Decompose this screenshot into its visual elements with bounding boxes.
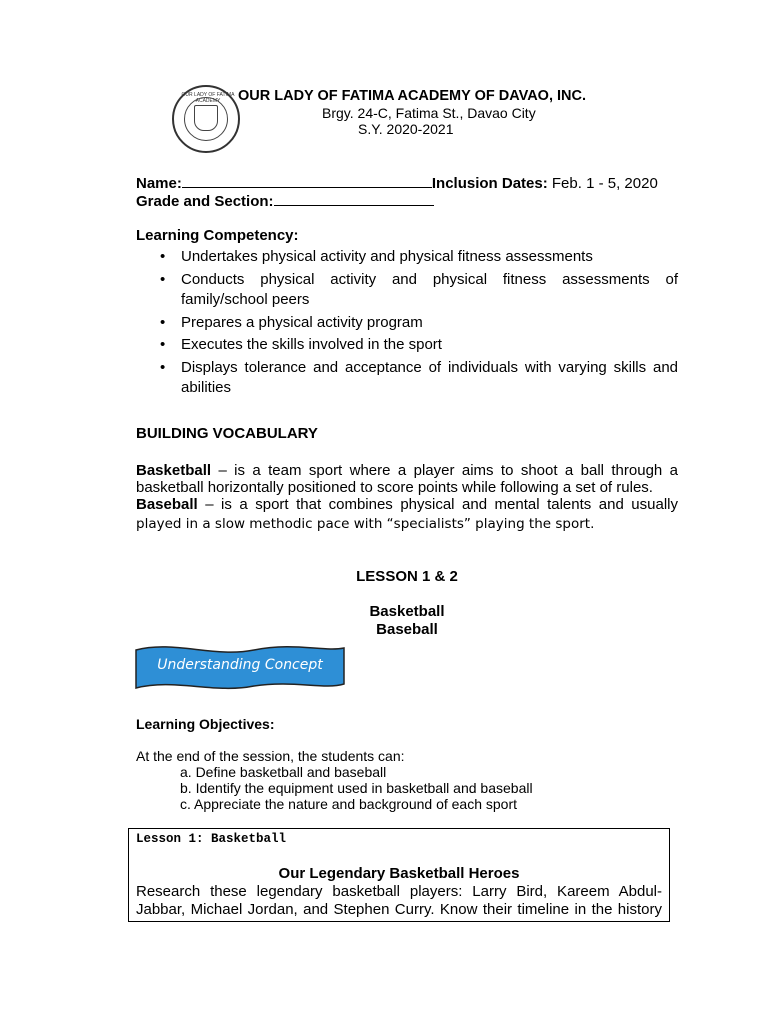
lesson-title: LESSON 1 & 2 [356, 568, 458, 585]
vocabulary-heading: BUILDING VOCABULARY [136, 425, 318, 442]
lesson-1-box [128, 828, 670, 922]
lesson-sport-baseball: Baseball [376, 621, 438, 638]
baseball-term: Baseball [136, 496, 198, 513]
lesson-sport-basketball: Basketball [369, 603, 445, 620]
baseball-definition-line2: played in a slow methodic pace with “specialists” playing the sport. [136, 516, 595, 532]
competency-item: • Prepares a physical activity program [181, 313, 678, 333]
objective-item: a. Define basketball and baseball [180, 764, 387, 780]
basketball-definition-line1 [136, 462, 678, 480]
objectives-heading: Learning Objectives: [136, 716, 275, 732]
grade-section-label: Grade and Section: [136, 193, 274, 210]
baseball-definition-text: – is a sport that combines physical and mental talents and usually [197, 496, 678, 513]
lesson-1-text-line2: Jabbar, Michael Jordan, and Stephen Curry. Know their timeline in the history [136, 901, 662, 918]
school-year: S.Y. 2020-2021 [358, 121, 454, 137]
name-blank[interactable] [182, 173, 432, 188]
competency-item: • Displays tolerance and acceptance of individuals with varying skills and abilities [181, 358, 678, 398]
lesson-1-heading: Our Legendary Basketball Heroes [278, 865, 520, 882]
competency-item: • Undertakes physical activity and physical fitness assessments [181, 247, 678, 267]
name-label: Name: [136, 175, 182, 192]
objective-item: b. Identify the equipment used in basketball and baseball [180, 780, 533, 796]
objective-item: c. Appreciate the nature and background of each sport [180, 796, 518, 812]
inclusion-dates-value: Feb. 1 - 5, 2020 [547, 175, 658, 192]
lesson-1-label: Lesson 1: Basketball [136, 832, 287, 846]
basketball-term: Basketball [136, 462, 212, 479]
baseball-definition-line1 [136, 496, 678, 514]
lesson-1-text-line1: Research these legendary basketball players: Larry Bird, Kareem Abdul- [136, 883, 662, 900]
inclusion-dates-label: Inclusion Dates: [431, 175, 548, 192]
competency-item: • Conducts physical activity and physical fitness assessments of family/school peers [181, 270, 678, 310]
name-row [136, 173, 658, 192]
school-seal-logo: OUR LADY OF FATIMA ACADEMY [172, 85, 240, 153]
objectives-intro: At the end of the session, the students can: [136, 748, 405, 764]
basketball-definition-line2: basketball horizontally positioned to score points while following a set of rules. [136, 479, 653, 496]
understanding-concept-banner [134, 642, 346, 692]
school-name: OUR LADY OF FATIMA ACADEMY OF DAVAO, INC. [238, 88, 586, 104]
basketball-definition-text: – is a team sport where a player aims to shoot a ball through a [211, 462, 678, 479]
competency-heading: Learning Competency: [136, 227, 299, 244]
grade-row [136, 191, 434, 210]
school-address: Brgy. 24-C, Fatima St., Davao City [322, 105, 536, 121]
banner-label: Understanding Concept [157, 657, 323, 673]
competency-item: • Executes the skills involved in the sport [181, 335, 678, 355]
grade-section-blank[interactable] [274, 191, 434, 206]
